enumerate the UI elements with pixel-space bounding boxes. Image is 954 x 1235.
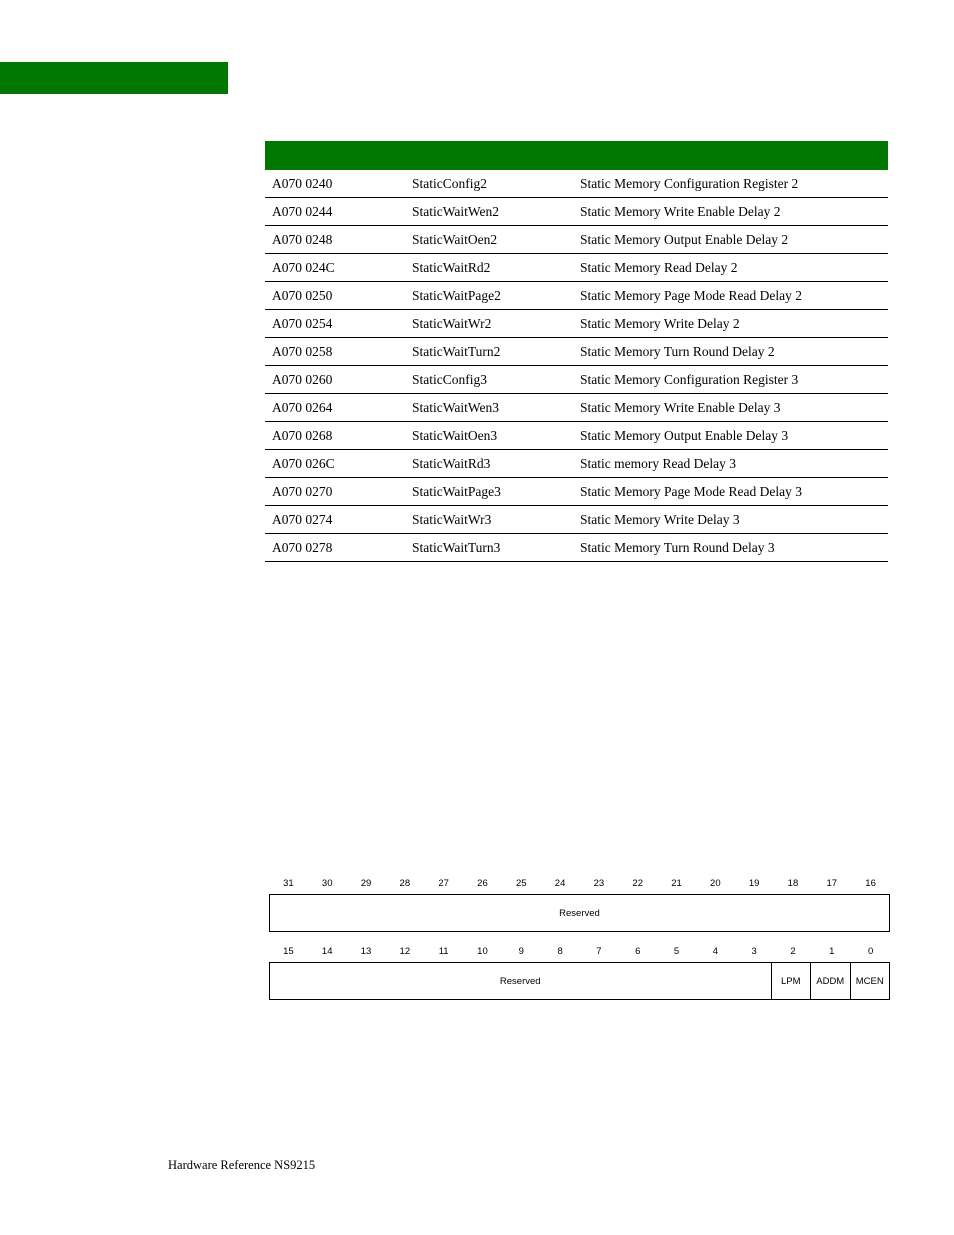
bit-number: 14 <box>321 946 333 957</box>
table-row <box>265 338 888 366</box>
bit-field: Reserved <box>499 975 541 987</box>
cell-description: Static Memory Write Delay 2 <box>573 310 888 338</box>
cell-register: StaticWaitRd2 <box>405 254 573 282</box>
cell-register: StaticWaitPage2 <box>405 282 573 310</box>
table-row <box>265 506 888 534</box>
cell-description: Static Memory Turn Round Delay 2 <box>573 338 888 366</box>
cell-address: A070 0274 <box>265 506 405 534</box>
bit-number: 1 <box>829 946 835 957</box>
table-row <box>265 254 888 282</box>
bit-number: 29 <box>360 878 372 889</box>
register-bit-map-lower <box>269 945 890 1000</box>
bit-field: Reserved <box>559 907 600 919</box>
table-row <box>265 478 888 506</box>
cell-register: StaticConfig3 <box>405 366 573 394</box>
cell-description: Static Memory Write Delay 3 <box>573 506 888 534</box>
cell-description: Static Memory Write Enable Delay 2 <box>573 198 888 226</box>
bit-number: 17 <box>826 878 838 889</box>
cell-register: StaticWaitOen3 <box>405 422 573 450</box>
bit-number: 16 <box>865 878 876 889</box>
cell-register: StaticConfig2 <box>405 170 573 198</box>
cell-register: StaticWaitOen2 <box>405 226 573 254</box>
bit-number: 5 <box>673 946 680 957</box>
cell-address: A070 0258 <box>265 338 405 366</box>
page-footer: Hardware Reference NS9215 <box>168 1158 316 1172</box>
cell-address: A070 0244 <box>265 198 405 226</box>
cell-description: Static Memory Configuration Register 2 <box>573 170 888 198</box>
register-bit-map-upper <box>269 877 890 932</box>
bit-field: LPM <box>771 963 811 999</box>
cell-description: Static Memory Turn Round Delay 3 <box>573 534 888 562</box>
bit-number: 8 <box>557 946 563 957</box>
cell-register: StaticWaitPage3 <box>405 478 573 506</box>
cell-description: Static memory Read Delay 3 <box>573 450 888 478</box>
bit-number: 20 <box>710 878 721 889</box>
bit-number-row <box>269 945 890 959</box>
bit-number: 28 <box>399 878 411 889</box>
table-row <box>265 170 888 198</box>
cell-register: StaticWaitTurn2 <box>405 338 573 366</box>
bit-field-row <box>269 894 890 932</box>
cell-description: Static Memory Write Enable Delay 3 <box>573 394 888 422</box>
header-cell-address <box>265 141 405 170</box>
cell-address: A070 026C <box>265 450 405 478</box>
cell-description: Static Memory Read Delay 2 <box>573 254 888 282</box>
bit-number: 22 <box>632 878 643 889</box>
table-row <box>265 422 888 450</box>
bit-number: 19 <box>748 878 760 889</box>
cell-address: A070 0260 <box>265 366 405 394</box>
cell-address: A070 0254 <box>265 310 405 338</box>
cell-description: Static Memory Configuration Register 3 <box>573 366 888 394</box>
table-row <box>265 450 888 478</box>
bit-number-row <box>269 877 890 891</box>
cell-address: A070 0264 <box>265 394 405 422</box>
bit-number: 0 <box>867 946 874 957</box>
table-row <box>265 310 888 338</box>
table-row <box>265 366 888 394</box>
cell-address: A070 0268 <box>265 422 405 450</box>
bit-number: 30 <box>321 878 333 889</box>
cell-register: StaticWaitWen3 <box>405 394 573 422</box>
bit-number: 15 <box>283 946 294 957</box>
bit-field: MCEN <box>850 963 890 999</box>
bit-number: 9 <box>518 946 524 957</box>
cell-description: Static Memory Output Enable Delay 3 <box>573 422 888 450</box>
cell-address: A070 0250 <box>265 282 405 310</box>
bit-number: 25 <box>515 878 527 889</box>
cell-description: Static Memory Page Mode Read Delay 2 <box>573 282 888 310</box>
cell-address: A070 0270 <box>265 478 405 506</box>
cell-register: StaticWaitRd3 <box>405 450 573 478</box>
cell-address: A070 0278 <box>265 534 405 562</box>
bit-field-row <box>269 962 890 1000</box>
bit-number: 12 <box>399 946 411 957</box>
header-cell-description <box>573 141 888 170</box>
bit-number: 11 <box>438 946 449 957</box>
cell-address: A070 0240 <box>265 170 405 198</box>
cell-address: A070 0248 <box>265 226 405 254</box>
cell-description: Static Memory Page Mode Read Delay 3 <box>573 478 888 506</box>
table-row <box>265 282 888 310</box>
bit-number: 24 <box>554 878 566 889</box>
bit-number: 6 <box>635 946 641 957</box>
header-cell-register <box>405 141 573 170</box>
register-table-body <box>265 170 888 562</box>
bit-number: 27 <box>438 878 449 889</box>
cell-description: Static Memory Output Enable Delay 2 <box>573 226 888 254</box>
bit-number: 2 <box>790 946 796 957</box>
bit-number: 18 <box>787 878 799 889</box>
table-row <box>265 394 888 422</box>
bit-number: 10 <box>477 946 488 957</box>
bit-field: ADDM <box>810 963 850 999</box>
table-row <box>265 534 888 562</box>
bit-number: 7 <box>596 946 602 957</box>
bit-number: 26 <box>477 878 488 889</box>
table-header-row <box>265 141 888 170</box>
cell-register: StaticWaitWr3 <box>405 506 573 534</box>
bit-number: 21 <box>671 878 682 889</box>
bit-number: 4 <box>712 946 718 957</box>
register-address-table <box>265 141 888 562</box>
table-row <box>265 226 888 254</box>
chapter-header-bar <box>0 62 228 94</box>
cell-register: StaticWaitWen2 <box>405 198 573 226</box>
bit-number: 23 <box>593 878 605 889</box>
cell-register: StaticWaitTurn3 <box>405 534 573 562</box>
bit-number: 3 <box>751 946 757 957</box>
cell-register: StaticWaitWr2 <box>405 310 573 338</box>
bit-number: 13 <box>360 946 372 957</box>
table-row <box>265 198 888 226</box>
bit-number: 31 <box>283 878 294 889</box>
cell-address: A070 024C <box>265 254 405 282</box>
